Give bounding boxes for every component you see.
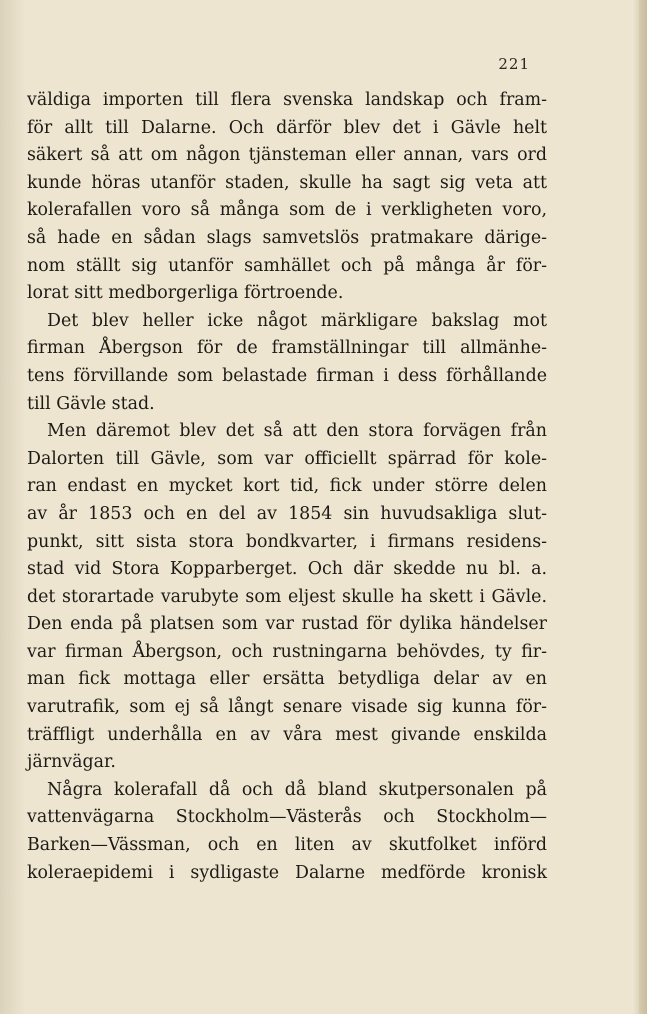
text-line: tens förvillande som belastade firman i dess förhållande	[27, 365, 547, 386]
text-line: kunde höras utanför staden, skulle ha sagt sig veta att	[27, 172, 547, 193]
text-line: så hade en sådan slags samvetslös pratmakare därige-	[27, 227, 547, 248]
text-line: Den enda på platsen som var rustad för dylika händelser	[27, 614, 547, 635]
text-line: träffligt underhålla en av våra mest givande enskilda	[27, 724, 547, 745]
text-line: varutrafik, som ej så långt senare visade sig kunna för-	[27, 697, 547, 718]
text-line: ran endast en mycket kort tid, fick under större delen	[27, 476, 547, 497]
text-line: koleraepidemi i sydligaste Dalarne medförde kronisk	[27, 862, 547, 883]
text-line: stad vid Stora Kopparberget. Och där skedde nu bl. a.	[27, 559, 547, 580]
text-line: firman Åbergson för de framställningar till allmänhe-	[27, 338, 547, 359]
text-line: till Gävle stad.	[27, 393, 155, 414]
text-line: av år 1853 och en del av 1854 sin huvudsakliga slut-	[27, 503, 547, 524]
text-line: Men däremot blev det så att den stora forvägen från	[47, 421, 547, 442]
page-edge	[639, 0, 647, 1014]
page-number: 221	[498, 55, 530, 73]
text-line: lorat sitt medborgerliga förtroende.	[27, 283, 344, 304]
text-line: nom ställt sig utanför samhället och på många år för-	[27, 255, 547, 276]
text-line: Några kolerafall då och då bland skutpersonalen på	[47, 779, 547, 800]
text-line: kolerafallen voro så många som de i verkligheten voro,	[27, 200, 547, 221]
body-text	[27, 87, 547, 887]
text-line: för allt till Dalarne. Och därför blev det i Gävle helt	[27, 117, 547, 138]
text-line: punkt, sitt sista stora bondkvarter, i firmans residens-	[27, 531, 547, 552]
text-line: säkert så att om någon tjänsteman eller annan, vars ord	[27, 145, 547, 166]
text-line: var firman Åbergson, och rustningarna behövdes, ty fir-	[27, 641, 547, 662]
text-line: järnvägar.	[27, 752, 116, 773]
text-line: det storartade varubyte som eljest skulle ha skett i Gävle.	[27, 586, 547, 607]
text-line: man fick mottaga eller ersätta betydliga delar av en	[27, 669, 547, 690]
text-line: Dalorten till Gävle, som var officiellt spärrad för kole-	[27, 448, 547, 469]
text-line: Det blev heller icke något märkligare bakslag mot	[47, 310, 547, 331]
text-line: Barken—Vässman, och en liten av skutfolket införd	[27, 835, 547, 856]
text-line: väldiga importen till flera svenska landskap och fram-	[27, 90, 547, 110]
text-line: vattenvägarna Stockholm—Västerås och Stockholm—	[27, 807, 547, 828]
